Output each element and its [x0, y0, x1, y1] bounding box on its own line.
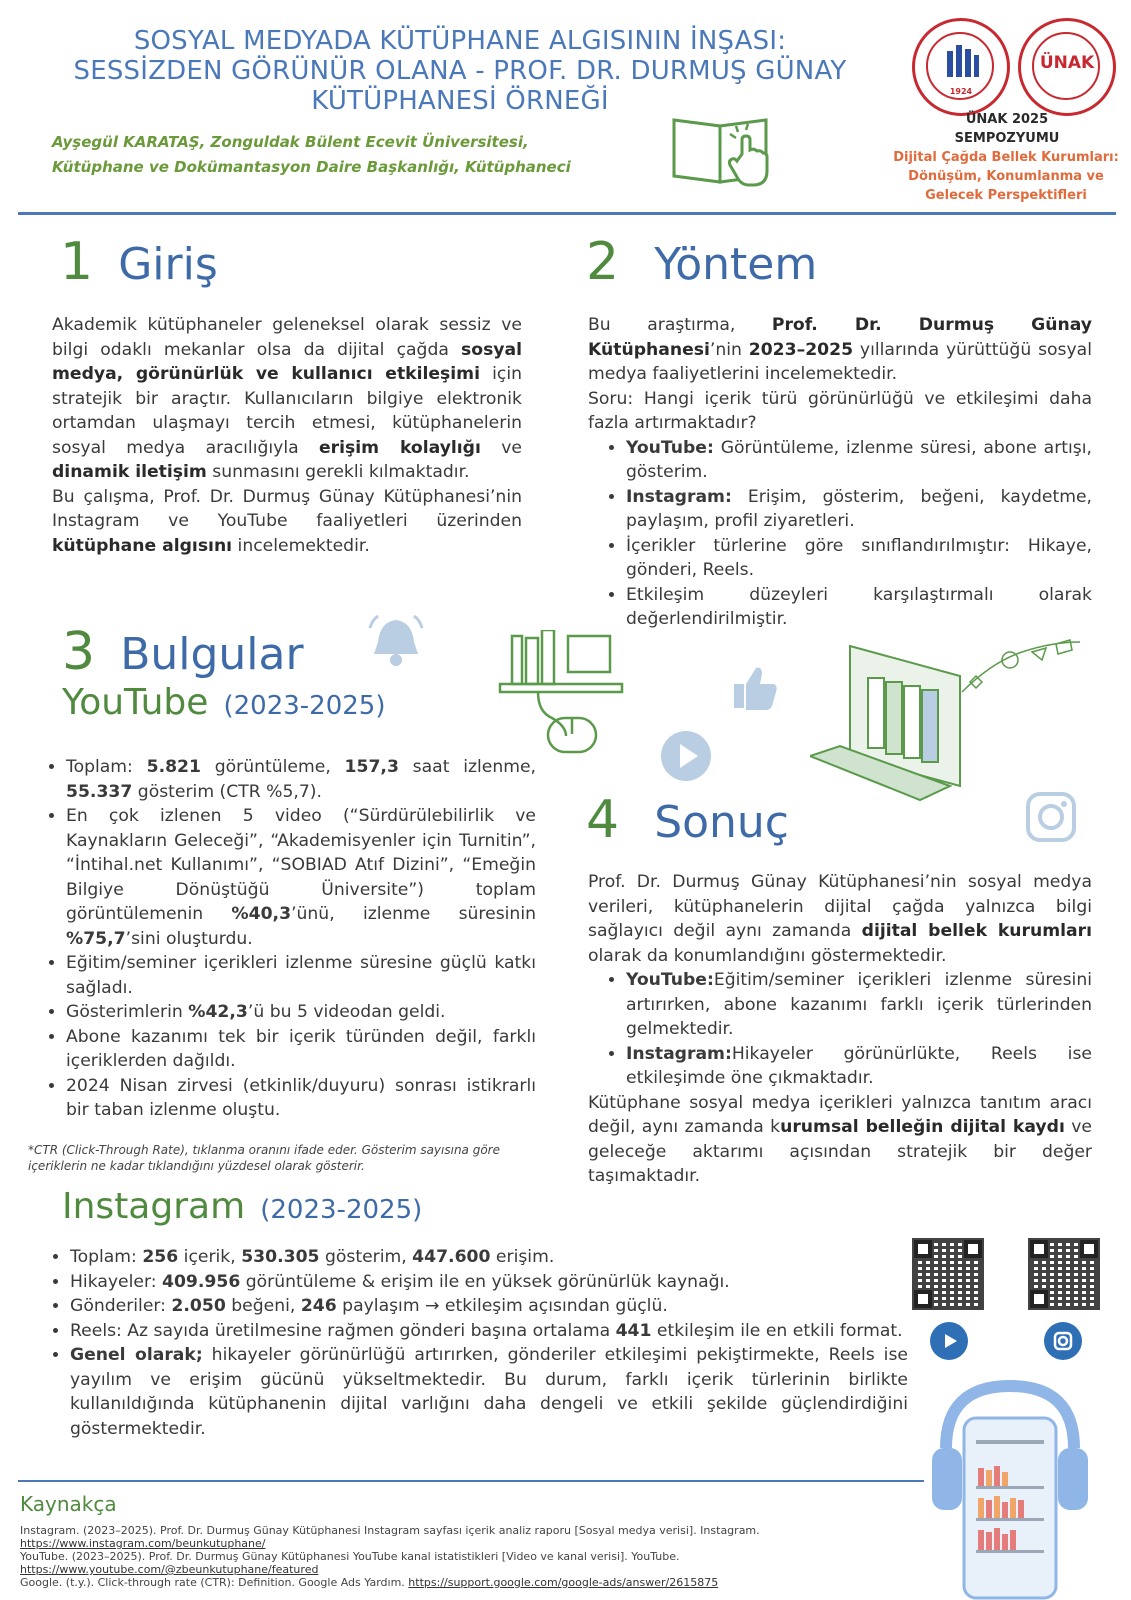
book-touch-icon [668, 112, 780, 200]
yontem-list [588, 436, 1092, 632]
google-url-link[interactable]: https://support.google.com/google-ads/answer/2615875 [408, 1576, 719, 1589]
computer-books-icon [810, 636, 1100, 806]
symposium-line-1: ÜNAK 2025 [965, 112, 1049, 127]
header-divider [18, 212, 1116, 215]
theme-line-1: Dijital Çağda Bellek Kurumları: [893, 150, 1119, 165]
bulgular-title: Bulgular [120, 629, 304, 680]
instagram-url-link[interactable]: https://www.instagram.com/beunkutuphane/ [20, 1537, 266, 1550]
instagram-icon [1024, 790, 1078, 844]
like-icon [730, 662, 780, 712]
theme-line-3: Gelecek Perspektifleri [925, 188, 1087, 203]
author-block [52, 130, 672, 180]
instagram-title: Instagram [62, 1186, 246, 1227]
list-item: • Abone kazanımı tek bir içerik türünden değil, farklı içeriklerden dağıldı. [66, 1025, 536, 1074]
references [20, 1524, 926, 1589]
unak-logo-text: ÜNAK [1039, 53, 1095, 73]
yontem-number: 2 [586, 232, 620, 292]
yontem-heading [586, 232, 817, 292]
list-item: • Etkileşim düzeyleri karşılaştırmalı olarak değerlendirilmiştir. [626, 583, 1092, 632]
unak-logo [1018, 18, 1116, 116]
list-item: • YouTube: Görüntüleme, izlenme süresi, abone artışı, gösterim. [626, 436, 1092, 485]
university-logo [912, 18, 1010, 116]
giris-heading [60, 232, 218, 292]
yontem-title: Yöntem [654, 239, 818, 290]
youtube-years: (2023-2025) [223, 691, 386, 721]
sonuc-text: Prof. Dr. Durmuş Günay Kütüphanesi’nin sosyal medya verileri, kütüphanelerin dijital çağda yalnızca bilgi sağlayıcı değil aynı zamanda dijital bellek kurumları olarak da konumlandığını göstermektedir. • YouTube:Eğitim/seminer içerikleri izlenme süresini artırırken, abone kazanımı farklı içerik türlerinden gelmektedir. • Instagram:Hikayeler görünürlükte, Reels ise etkileşimde öne çıkmaktadır. Kütüphane sosyal medya içerikleri yalnızca tanıtım aracı değil, aynı zamanda kurumsal belleğin dijital kaydı ve geleceğe aktarımı açısından stratejik bir değer taşımaktadır. [588, 870, 1092, 1189]
symposium-label [896, 110, 1118, 148]
author-line-2: Kütüphane ve Dokümantasyon Daire Başkanlığı, Kütüphaneci [52, 158, 571, 176]
youtube-link-button[interactable] [930, 1322, 968, 1360]
list-item: • En çok izlenen 5 video (“Sürdürülebilirlik ve Kaynakların Geleceği”, “Akademisyenler için Turnitin”, “İntihal.net Kullanımı”, “SOBIAD Atıf Dizini”, “Emeğin Bilgiye Dönüştüğü Üniversite”) toplam görüntülemenin %40,3’ünü, izlenme süresinin %75,7’sini oluşturdu. [66, 804, 536, 951]
poster-title [30, 26, 890, 116]
sonuc-number: 4 [586, 790, 620, 850]
instagram-small-icon [1044, 1322, 1082, 1360]
sonuc-title: Sonuç [654, 797, 790, 848]
instagram-link-button[interactable] [1044, 1322, 1082, 1360]
play-icon [660, 730, 712, 782]
books-mouse-icon [498, 630, 630, 762]
list-item: • İçerikler türlerine göre sınıflandırılmıştır: Hikaye, gönderi, Reels. [626, 534, 1092, 583]
list-item: • Gönderiler: 2.050 beğeni, 246 paylaşım → etkileşim açısından güçlü. [70, 1294, 908, 1319]
youtube-findings [28, 755, 536, 1123]
symposium-line-2: SEMPOZYUMU [954, 131, 1060, 146]
giris-number: 1 [60, 232, 94, 292]
list-item: • Eğitim/seminer içerikleri izlenme süresine güçlü katkı sağladı. [66, 951, 536, 1000]
bulgular-number: 3 [62, 622, 96, 682]
list-item: • Toplam: 5.821 görüntüleme, 157,3 saat izlenme, 55.337 gösterim (CTR %5,7). [66, 755, 536, 804]
title-line-2: SESSİZDEN GÖRÜNÜR OLANA - PROF. DR. DURMUŞ GÜNAY [73, 56, 847, 86]
bulgular-heading [62, 622, 304, 682]
list-item: • YouTube:Eğitim/seminer içerikleri izlenme süresini artırırken, abone kazanımı farklı içerik türlerinden gelmektedir. [626, 968, 1092, 1042]
instagram-heading [62, 1186, 422, 1227]
title-line-3: KÜTÜPHANESİ ÖRNEĞİ [311, 86, 609, 116]
symposium-theme [888, 148, 1124, 205]
ctr-note: *CTR (Click-Through Rate), tıklanma oranını ifade eder. Gösterim sayısına göre içeriklerin ne kadar tıklandığını yüzdesel olarak gösterir. [28, 1143, 500, 1173]
list-item: • 2024 Nisan zirvesi (etkinlik/duyuru) sonrası istikrarlı bir taban izlenme oluştu. [66, 1074, 536, 1123]
youtube-title: YouTube [62, 682, 209, 723]
logo-year: 1924 [949, 87, 973, 96]
list-item: • Hikayeler: 409.956 görüntüleme & erişim ile en yüksek görünürlük kaynağı. [70, 1270, 908, 1295]
list-item: • Instagram:Hikayeler görünürlükte, Reels ise etkileşimde öne çıkmaktadır. [626, 1042, 1092, 1091]
giris-title: Giriş [118, 239, 218, 290]
youtube-icon [930, 1322, 968, 1360]
yontem-text: Bu araştırma, Prof. Dr. Durmuş Günay Kütüphanesi’nin 2023–2025 yıllarında yürüttüğü sosyal medya faaliyetlerini incelemektedir. Soru: Hangi içerik türü görünürlüğü ve etkileşimi daha fazla artırmaktadır? • YouTube: Görüntüleme, izlenme süresi, abone artışı, gösterim. • Instagram: Erişim, gösterim, beğeni, kaydetme, paylaşım, profil ziyaretleri. • İçerikler türlerine göre sınıflandırılmıştır: Hikaye, gönderi, Reels. • Etkileşim düzeyleri karşılaştırmalı olarak değerlendirilmiştir. [588, 313, 1092, 632]
list-item: • Instagram: Erişim, gösterim, beğeni, kaydetme, paylaşım, profil ziyaretleri. [626, 485, 1092, 534]
reference-2: YouTube. (2023–2025). Prof. Dr. Durmuş Günay Kütüphanesi YouTube kanal istatistikleri [Video ve kanal verisi]. YouTube. https://www.youtube.com/@zbeunkutuphane/featured [20, 1550, 680, 1576]
list-item: • Reels: Az sayıda üretilmesine rağmen gönderi başına ortalama 441 etkileşim ile en etkili format. [70, 1319, 908, 1344]
author-line-1: Ayşegül KARATAŞ, Zonguldak Bülent Ecevit Üniversitesi, [52, 133, 529, 151]
reference-3: Google. (t.y.). Click-through rate (CTR): Definition. Google Ads Yardım. https://support.google.com/google-ads/answer/2615875 [20, 1576, 719, 1589]
instagram-years: (2023-2025) [260, 1195, 423, 1225]
kaynakca-title: Kaynakça [20, 1492, 117, 1516]
list-item: • Genel olarak; hikayeler görünürlüğü artırırken, gönderiler etkileşimi pekiştirmekte, Reels ise yayılım ve erişim gücünü yükseltmektedir. Bu durum, farklı içerik türlerinin birlikte kullanıldığında kütüphanenin dijital varlığını daha dengeli ve etkili şekilde güçlendirdiğini göstermektedir. [70, 1343, 908, 1441]
reference-1: Instagram. (2023–2025). Prof. Dr. Durmuş Günay Kütüphanesi Instagram sayfası içerik analiz raporu [Sosyal medya verisi]. Instagram. https://www.instagram.com/beunkutuphane/ [20, 1524, 760, 1550]
list-item: • Gösterimlerin %42,3’ü bu 5 videodan geldi. [66, 1000, 536, 1025]
phone-library-icon [924, 1378, 1096, 1600]
sonuc-list [588, 968, 1092, 1091]
footer-divider [18, 1480, 924, 1482]
title-line-1: SOSYAL MEDYADA KÜTÜPHANE ALGISININ İNŞASI: [133, 26, 787, 56]
instagram-findings [32, 1245, 908, 1441]
theme-line-2: Dönüşüm, Konumlanma ve [908, 169, 1104, 184]
youtube-heading [62, 682, 386, 723]
giris-text: Akademik kütüphaneler geleneksel olarak sessiz ve bilgi odaklı mekanlar olsa da dijital çağda sosyal medya, görünürlük ve kullanıcı etkileşimi için stratejik bir araçtır. Kullanıcıların bilgiye elektronik ortamdan ulaşmayı tercih etmesi, kütüphanelerin sosyal medya aracılığıyla erişim kolaylığı ve dinamik iletişim sunmasını gerekli kılmaktadır. Bu çalışma, Prof. Dr. Durmuş Günay Kütüphanesi’nin Instagram ve YouTube faaliyetleri üzerinden kütüphane algısını incelemektedir. [52, 315, 523, 556]
bell-icon [364, 612, 428, 672]
list-item: • Toplam: 256 içerik, 530.305 gösterim, 447.600 erişim. [70, 1245, 908, 1270]
youtube-url-link[interactable]: https://www.youtube.com/@zbeunkutuphane/featured [20, 1563, 319, 1576]
sonuc-heading [586, 790, 789, 850]
